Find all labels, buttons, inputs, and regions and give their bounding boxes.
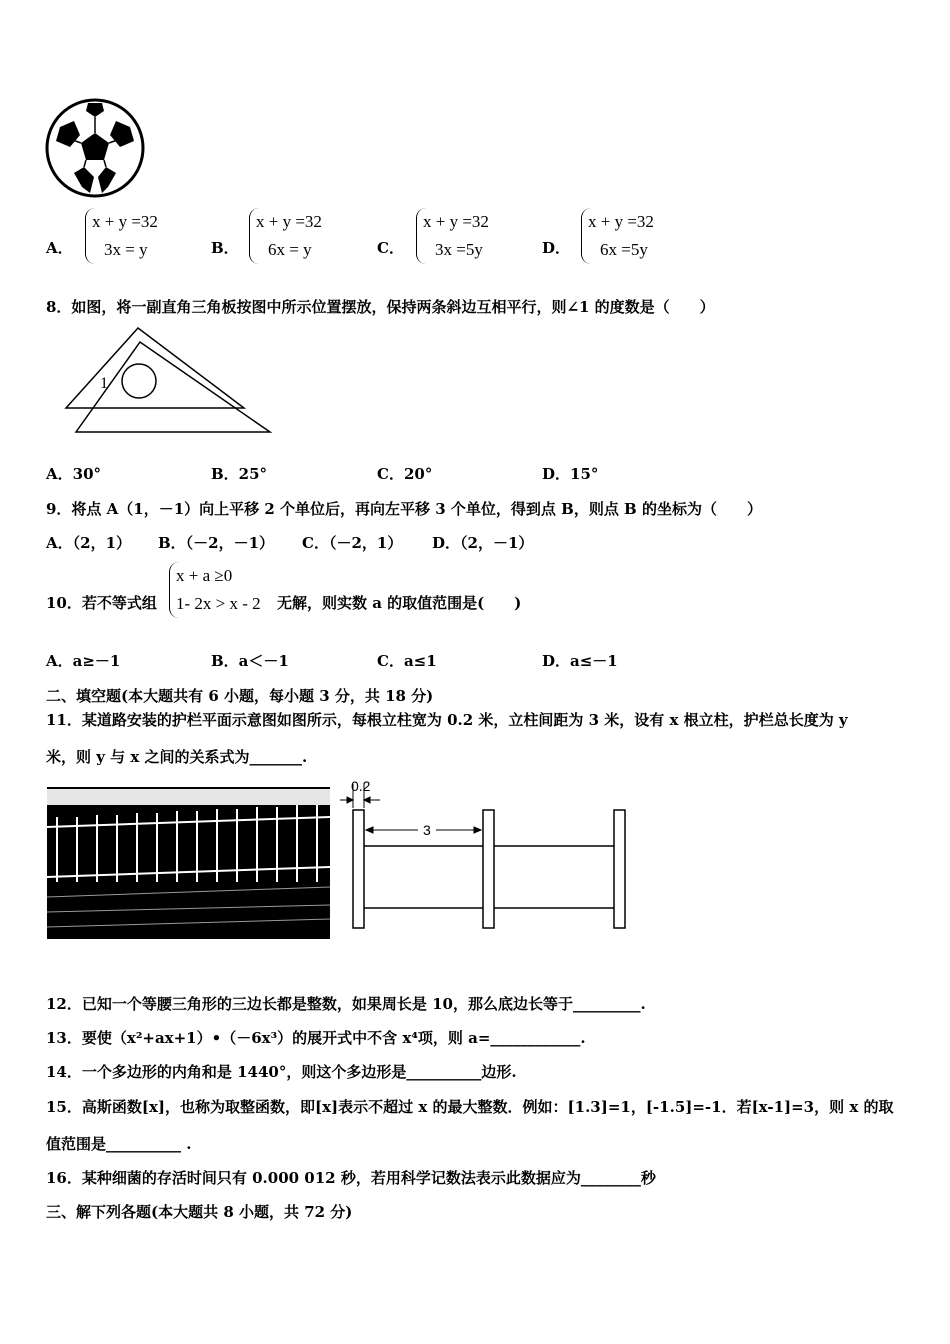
q7-b-eq2: 6x = y <box>268 240 312 259</box>
q9-option-b: B．（－2，－1） <box>158 534 275 552</box>
q10-option-b: B．a＜－1 <box>211 652 289 670</box>
q11-line1: 11．某道路安装的护栏平面示意图如图所示，每根立柱宽为 0.2 米，立柱间距为 3 米，设有 x 根立柱，护栏总长度为 y <box>46 711 848 729</box>
q10-suffix: 无解，则实数 a 的取值范围是( ) <box>277 594 522 612</box>
q9-option-c: C．（－2，1） <box>302 534 403 552</box>
q7-a-eq1: x + y =32 <box>92 212 158 231</box>
q10-option-a: A．a≥－1 <box>46 652 121 670</box>
q9-option-a: A．（2，1） <box>46 534 132 552</box>
q7-option-c-system <box>416 208 489 264</box>
q8-angle-label: 1 <box>100 375 108 392</box>
q10-inequality-system <box>169 562 261 618</box>
guardrail-photo <box>47 787 330 939</box>
q8-option-c: C．20° <box>377 465 433 483</box>
section-2-heading: 二、填空题(本大题共有 6 小题，每小题 3 分，共 18 分) <box>46 687 434 705</box>
q15-line1: 15．高斯函数[x]，也称为取整函数，即[x]表示不超过 x 的最大整数．例如：[1.3]=1，[-1.5]=-1．若[x-1]=3，则 x 的取 <box>46 1098 894 1116</box>
q7-c-eq1: x + y =32 <box>423 212 489 231</box>
q7-d-eq2: 6x =5y <box>600 240 648 259</box>
guardrail-diagram <box>340 778 640 934</box>
q9-question: 9．将点 A（1，－1）向上平移 2 个单位后，再向左平移 3 个单位，得到点 B，则点 B 的坐标为（ ） <box>46 500 762 518</box>
q10-prefix: 10．若不等式组 <box>46 594 157 612</box>
q16-question: 16．某种细菌的存活时间只有 0.000 012 秒，若用科学记数法表示此数据应为________秒 <box>46 1169 656 1187</box>
q7-a-eq2: 3x = y <box>104 240 148 259</box>
q8-option-b: B．25° <box>211 465 268 483</box>
q7-b-eq1: x + y =32 <box>256 212 322 231</box>
q8-triangles-figure <box>60 322 275 438</box>
q8-question: 8．如图，将一副直角三角板按图中所示位置摆放，保持两条斜边互相平行，则∠1 的度数是（ ） <box>46 298 715 316</box>
q7-option-a-system <box>85 208 158 264</box>
q7-option-b-system <box>249 208 322 264</box>
q8-option-a: A．30° <box>46 465 102 483</box>
q7-d-eq1: x + y =32 <box>588 212 654 231</box>
q7-option-a-label: A． <box>46 239 73 257</box>
q11-line2: 米，则 y 与 x 之间的关系式为_______. <box>46 748 308 766</box>
q7-option-b-label: B． <box>211 239 239 257</box>
q10-option-d: D．a≤－1 <box>542 652 618 670</box>
q8-option-d: D．15° <box>542 465 599 483</box>
q7-option-d-label: D． <box>542 239 571 257</box>
q10-ineq1: x + a ≥0 <box>176 566 233 585</box>
q10-option-c: C．a≤1 <box>377 652 437 670</box>
q10-ineq2: 1- 2x > x - 2 <box>176 594 261 613</box>
width-label: 0.2 <box>351 778 371 794</box>
q15-line2: 值范围是__________ . <box>46 1135 192 1153</box>
q13-question: 13．要使（x²+ax+1）•（－6x³）的展开式中不含 x⁴项，则 a=____________. <box>46 1029 586 1047</box>
q7-option-c-label: C． <box>377 239 404 257</box>
q7-option-d-system <box>581 208 654 264</box>
gap-label: 3 <box>423 822 431 838</box>
section-3-heading: 三、解下列各题(本大题共 8 小题，共 72 分) <box>46 1203 353 1221</box>
soccer-ball-image <box>44 97 146 199</box>
q7-c-eq2: 3x =5y <box>435 240 483 259</box>
q9-option-d: D．（2，－1） <box>432 534 534 552</box>
q14-question: 14．一个多边形的内角和是 1440°，则这个多边形是__________边形. <box>46 1063 517 1081</box>
q12-question: 12．已知一个等腰三角形的三边长都是整数，如果周长是 10，那么底边长等于_________. <box>46 995 646 1013</box>
